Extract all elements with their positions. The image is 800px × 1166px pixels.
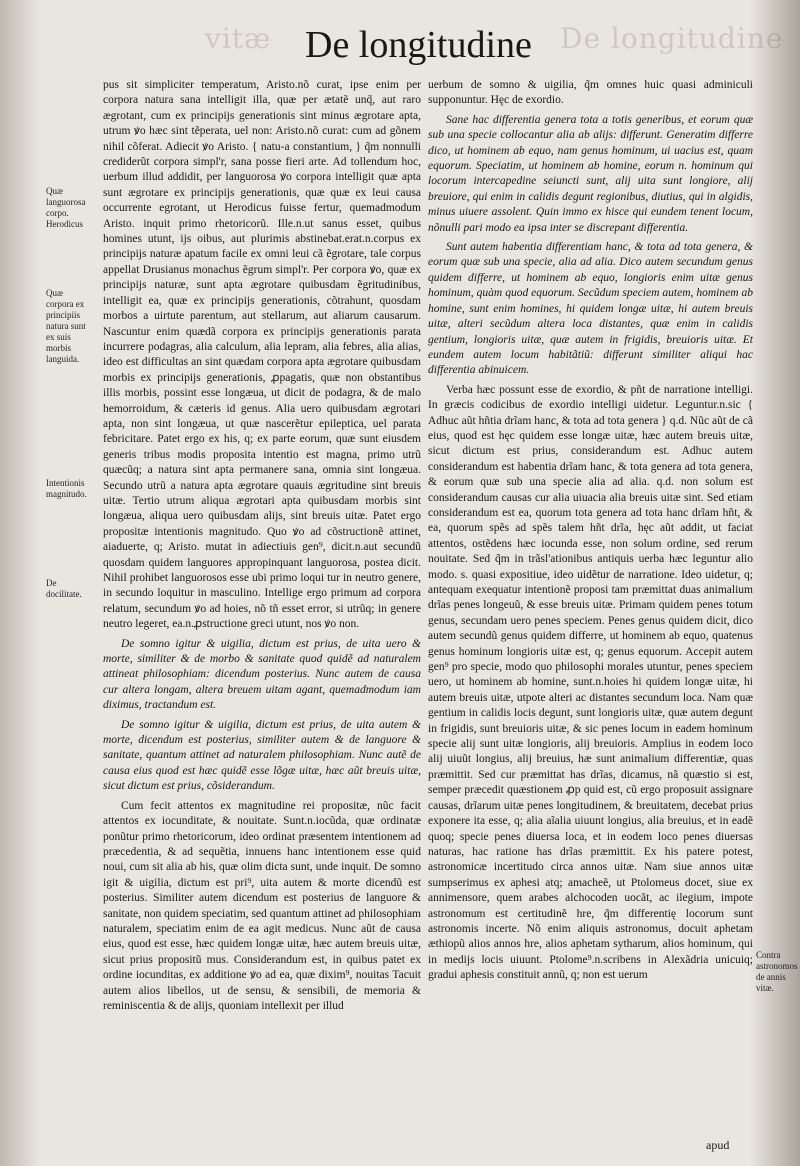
right-column bbox=[428, 78, 753, 988]
commentary-paragraph: pus sit simpliciter temperatum, Aristo.nõ curat, ipse enim per corpora natura sana intelligit illa, quæ per ætatẽ unq̃, aut raro ægrotant, cum ex principijs generationis sint minus ægrotare apta, utrum ꝟo hæc sint tẽperata, uel non: Aristo.nõ curat: cum ad gõnem nihil cõferat. Adiecit ꝟo Aristo. { natu-a constantium, } q̃m nonnulli crediderũt corpora simpl'r, sana posse fieri arte. Ad tollendum hoc, uerbum illud addidit, per languorosa ꝟo corpora intelligit quæ apta sunt ægrotare ex principijs generationis, quæ quæ ex leui causa occurrente egrotant, ut Herodicus fuisse fertur, quemadmodum Aristo. inquit primo rhetoricorũ. Ille.n.ut sanus esset, quibus homines utunt, ijs oibus, aut plurimis abstinebat.erat.n.corpus ex principijs naturæ apatum facile ex omni leui cã ẽgrotare, tale corpus appellat Drusianus monachus ẽgrum simpl'r. Per corpora ꝟo, quæ ex principijs naturæ, sunt apta ægrotare quibusdam ẽgritudinibus, intelligit ea, quæ ex principijs generationis, cõtrahunt, quosdam morbos a uirtute parentum, aut stellarum, aut aliarum causarum. Nascuntur enim quædã corpora ex principijs generationis parata incurrere podagras, alia calculum, alia lepram, alia febres, alia alias, ideo est difficultas an sint quædam corpora apta ægrotare quibusdam morbis ex principijs generationis, ꝓpagatis, quæ non obstantibus illis morbis, possint esse longæua, ut dicit de podagra, & de malo hemorroidum, & cæteris id genus. Alia uero quibusdam ægrotari apta, non sint longæua, ut quæ nascerẽtur epileptica, uel parata febricitare. Patet ergo ex his, q; ex parte eorum, quæ sunt eiusdem generis tribus modis proposita intentio est magna, primo utrũ quæcũq; a natura sint apta permanere sana, omnia sint longæua. Secundo utrũ a natura apta ægrotare quauis ægritudine sint breuis uitæ. Tertio utrum aliqua ægrotari apta quibusdam morbis sint longæua, aliqua uero quibusdam alijs, sint breuis uitæ. Patet ergo propositæ intentionis magnitudo. Quo ꝟo ad cõstructionẽ attinet, aiaduerte, q; Aristo. mutat in adiectiuis gen⁹, dicit.n.aut secundũ quosdam quidem languores appropinquant languorosa, postea dicit. Nihil prohibet languorosos esse ubi primo loqui tur in neutro genere, in secundo loquitur in masculino. Intellige ergo primum ad corpora relatum, secundum ꝟo ad hoies, nõ tñ esset error, si utrũq; in genere neutro legeret, ea.n.ꝓstructione greci utunt, nos ꝟo non. bbox=[103, 79, 421, 631]
margin-note-morbis: Quæ corpora ex principiis natura sunt ex suis morbis languida. bbox=[46, 288, 86, 364]
margin-note-docilitas: De docilitate. bbox=[46, 578, 82, 599]
page-title: De longitudine bbox=[305, 24, 532, 66]
margin-note-herodicus: Quæ languorosa corpo. Herodicus bbox=[46, 186, 86, 229]
text-paragraph: Sunt autem habentia differentiam hanc, & tota ad tota genera, & eorum quæ sub una specie, alia ad alia. Dico autem secundum genus quidem differre, ut hominem ab equo, longioris enim uitæ genus hominum, quàm quod equorum. Secũdum speciem autem, hominem ab homine, sunt enim homines, hi quidem longæ uitæ, hi autem breuis uitæ, alteri secũdum altera loca distantes, quæ enim in calidis gentium, longioris uitæ, quæ autem in frigidis, breuioris uitæ. Et eundem autem locum habitãtiũ: differunt similiter aliqui hac differentia abinuicem. bbox=[428, 241, 753, 377]
show-through-header-left: vitæ bbox=[205, 22, 272, 55]
commentary-paragraph: uerbum de somno & uigilia, q̃m omnes huic quasi adminiculi supponuntur. Hęc de exordio. bbox=[428, 79, 753, 107]
left-page-edge bbox=[0, 0, 40, 1166]
catchword: apud bbox=[706, 1138, 730, 1152]
margin-note-astronomi: Contra astronomos de annis vitæ. bbox=[756, 950, 798, 993]
text-paragraph: De somno igitur & uigilia, dictum est prius, de uita autem & morte, dicendum est posterius, similiter autem & de languore & sanitate, quantum attinet ad naturalem philosophiam. Nunc autẽ de causa eius quod est hæc quidẽ esse lõgæ uitæ, hæc aũt breuis uitæ, sicut dictum est prius, cõsiderandum. bbox=[103, 718, 421, 793]
commentary-paragraph: Verba hæc possunt esse de exordio, & pñt de narratione intelligi. In græcis codicibus de exordio intelligi uidetur. Leguntur.n.sic { Adhuc aũt hñtia drĩam hanc, & tota ad tota genera } q.d. Nũc aũt de cã eius, quod est hęc quidem esse longæ uitæ, hæc autem breuis uitæ, sicut dictum est prius, considerandum est. Adhuc autem considerandum est habentia drĩam hanc, & tota genera ad tota genera, & eorum quæ sub una specie alia ad alia. q.d. non solum est considerandum causas cur alia uiuacia alia breuis uitæ sint. Sed etiam considerandum est ea, quorum tota genera ad tota hanc drĩam hñt, & ea, quorum spẽs ad spẽs talem hñt drĩa, hęc aũt addit, ut faciat attentos, ostẽdens hæc iocunda esse, non solum ordine, sed rerum nouitate. Sed q̃m in trãsl'ationibus antiquis uerba hæc leguntur alio modo. s. quasi expositiue, ideo uidẽtur de narratione. Ideo uidetur, q; antequam exequatur intentionẽ proposi tam præmittat duas animalium drĩas penes longeuũ, & esse breuis uitæ. Primam quidem penes totum genus, secundam uero penes speciem. Penes genus quidem dicit, dico autem secundũ genus quidem differre, ut hominem ab equo, quatenus genus hominum longioris uitæ est, q; genus equorum. Accepit autem gen⁹ pro specie, modo quo philosophi morales utuntur, penes speciem uero, ut hominem ab homine, sunt.n.hoies hi quidem longæ uitæ, hi autem breuis uitæ, utpote alteri ac distantes secundum loca. Nam quæ gentium in calidis locis degunt, sunt longioris uitæ, quæ autem degunt in frigidis, sunt breuioris uitæ, & sic penes locum in eadem hominum specie alij sunt uitæ longioris, alij breuioris. Amplius in eodem loco alij uiuũt longius, alij breuius, hæ sunt animalium differentiæ, quas præmittit. Sed cur præmittat has drĩas, dicamus, nã quæstio si est, semper præcedit quæstionem ꝓp quid est, cũ ergo proposuit assignare causas, drĩarum uitæ penes longitudinem, & breuitatem, decebat prius exponere ita esse, q; alia aĩalia uiuunt longius, alia breuius, et in eadẽ quoq; specie penes diuersa loca, et in eodem loco penes diuersas naturas, hac ratione has drĩas præmittit. Ex his patere potest, astronomicæ incertitudo circa annos uitæ. Nam siue annos uitæ sumpserimus ex aphesi atq; amacheẽ, ut Ptolomeus docet, siue ex annimensore, quem arabes alchocoden uocãt, ac ilegium, impote astronomum est certitudinẽ hre, q̃m differentię locorum sunt astronomis incerte. Nõ enim aliquis astronomus, docuit aphetam æthiopũ alios annos hre, alios aphetam sytharum, alios hominum, qui in medijs locis uiuunt. Ptolome⁹.n.scribens in Alexãdria unicuiq; gradui aphesis constituit annũ, q; non est uerum bbox=[428, 383, 753, 982]
margin-note-intentio: Intentionis magnitudo. bbox=[46, 478, 87, 499]
text-paragraph: De somno igitur & uigilia, dictum est prius, de uita uero & morte, similiter & de morbo & sanitate quod quidẽ ad naturalem attineat philosophiam: dicendum posterius. Nunc autem de causa cur altera longam, altera breuem uitam agant, quemadmodum iam diximus, tractandum est. bbox=[103, 637, 421, 712]
text-paragraph: Sane hac differentia genera tota a totis generibus, et eorum quæ sub una specie collocantur alia ab alijs: differunt. Generatim differre dico, ut hominem ab equo, nam genus hominum, ui uacius est, quam equorum. Speciatim, ut hominem ab homine, eorum n. hominum qui locorum intercapedine seiuncti sunt, alij uita sunt longiore, alij breuiore, qui enim in calidis degunt regionibus, diutius, qui in algidis, minus uiuere assolent. Quin immo ex hisce qui eundem tenent locum, nõnulli pari modo ea ipsa inter se discrepant differentia. bbox=[428, 113, 753, 234]
commentary-paragraph: Cum fecit attentos ex magnitudine rei propositæ, nũc facit attentos ex iocunditate, & nouitate. Sunt.n.iocũda, quæ ordinatæ ponũtur primo rhetoricorum, ideo ordinat præsentem intentionem ad præcedentia, & ad sequẽtia, innuens hanc intentionem esse quid noui, cum sit alia ab his, quæ olim dicta sunt, unde inquit. De somno igit & uigilia, dictum est pri⁹, uita autem & morte dicendũ est posterius. Similiter autem dicendum est posterius de languore & sanitate, non quidem speciatim, sed quantum attinet ad philosophiam naturalem, speciatim enim de ea agit medicus. Nunc aũt de causa eius, quod est esse, hæc quidem longæ uitæ, hæc autem breuis uitæ, sicut prius propositũ mus. Considerandum est, in quibus patet ex ordine iocunditas, ex additione ꝟo ad ea, quæ dixim⁹, nouitas Tacuit autem alios libellos, ut de sensu, & sensibili, de memoria & reminiscentia & de alijs, quoniam intellexit per illud bbox=[103, 799, 421, 1012]
show-through-header-right: De longitudine bbox=[560, 22, 784, 55]
left-column bbox=[103, 78, 421, 1018]
